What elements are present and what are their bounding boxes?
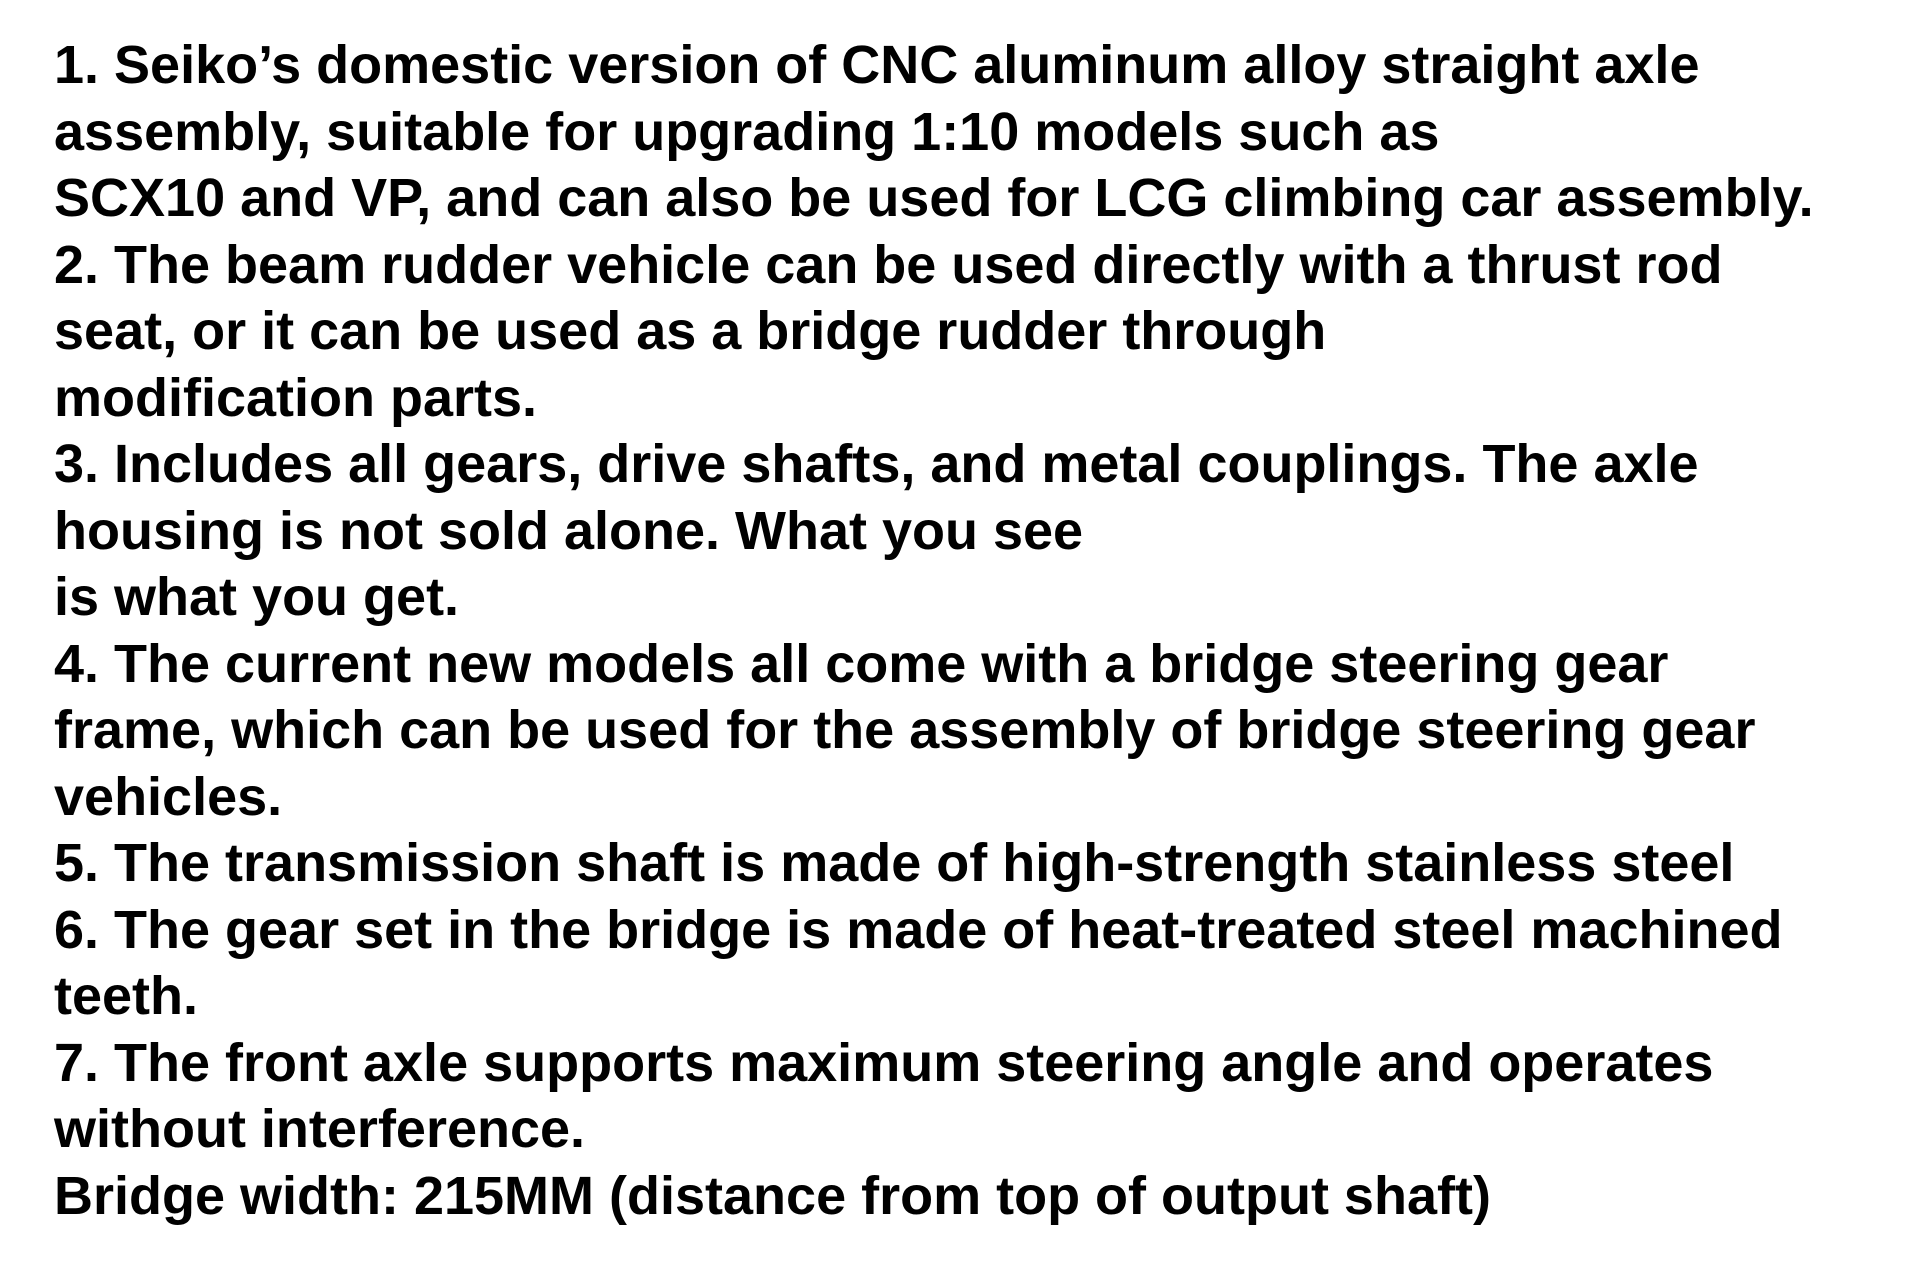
feature-2-line-2: seat, or it can be used as a bridge rudder through xyxy=(54,301,1327,361)
feature-4-line-3: vehicles. xyxy=(54,766,283,827)
product-description xyxy=(54,32,1894,1229)
feature-2-line-3: modification parts. xyxy=(54,367,538,428)
feature-6-line-2: teeth. xyxy=(54,966,199,1026)
feature-1-line-2: assembly, suitable for upgrading 1:10 models such as xyxy=(54,101,1440,162)
feature-6-line-1: 6. The gear set in the bridge is made of heat-treated steel machined xyxy=(54,899,1783,960)
feature-5-line-1: 5. The transmission shaft is made of high-strength stainless steel xyxy=(54,833,1735,893)
feature-1-line-3: SCX10 and VP, and can also be used for LCG climbing car assembly. xyxy=(54,168,1814,228)
feature-3-line-3: is what you get. xyxy=(54,567,460,627)
feature-4-line-1: 4. The current new models all come with a bridge steering gear xyxy=(54,633,1669,694)
feature-3-line-1: 3. Includes all gears, drive shafts, and metal couplings. The axle xyxy=(54,434,1699,494)
bridge-width-spec: Bridge width: 215MM (distance from top of output shaft) xyxy=(54,1165,1491,1226)
feature-2-line-1: 2. The beam rudder vehicle can be used directly with a thrust rod xyxy=(54,234,1723,295)
feature-4-line-2: frame, which can be used for the assembly of bridge steering gear xyxy=(54,700,1756,760)
feature-3-line-2: housing is not sold alone. What you see xyxy=(54,500,1084,561)
feature-1-line-1: 1. Seiko’s domestic version of CNC aluminum alloy straight axle xyxy=(54,35,1700,95)
feature-7-line-2: without interference. xyxy=(54,1099,586,1159)
feature-7-line-1: 7. The front axle supports maximum steering angle and operates xyxy=(54,1032,1714,1093)
